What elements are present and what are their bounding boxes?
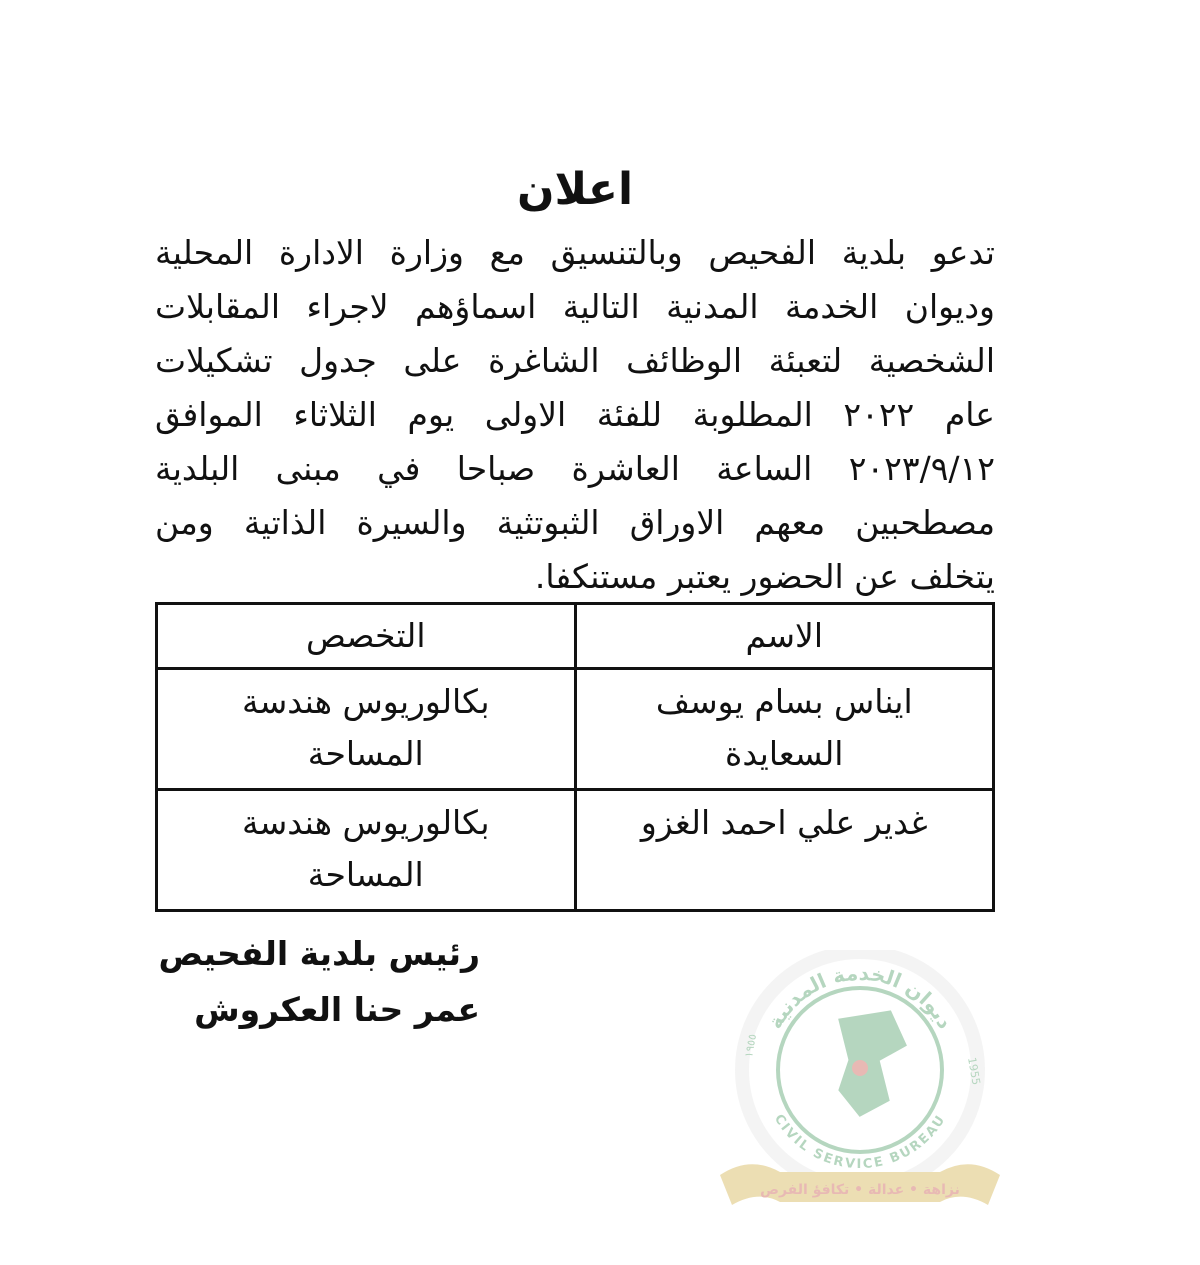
cell-specialization: بكالوريوس هندسة المساحة [157, 790, 576, 911]
cell-name: ايناس بسام يوسف السعايدة [575, 669, 994, 790]
announcement-line: مصطحبين معهم الاوراق الثبوتثية والسيرة الذاتية ومن [155, 503, 995, 542]
header-name: الاسم [575, 604, 994, 669]
civil-service-bureau-seal-icon [700, 950, 1020, 1220]
announcement-title: اعلان [516, 164, 634, 215]
seal-map-shape [840, 1012, 905, 1115]
announcement-line: يتخلف عن الحضور يعتبر مستنكفا. [534, 557, 995, 596]
announcement-line: عام ٢٠٢٢ المطلوبة للفئة الاولى يوم الثلاثاء الموافق [155, 395, 995, 434]
announcement-line: الشخصية لتعبئة الوظائف الشاغرة على جدول تشكيلات [155, 341, 995, 380]
header-specialization: التخصص [157, 604, 576, 669]
announcement-line: وديوان الخدمة المدنية التالية اسماؤهم لاجراء المقابلات [155, 287, 995, 326]
announcement-line: تدعو بلدية الفحيص وبالتنسيق مع وزارة الادارة المحلية [155, 233, 995, 272]
cell-specialization: بكالوريوس هندسة المساحة [157, 669, 576, 790]
candidates-table [155, 602, 995, 912]
table-header-row [157, 604, 994, 669]
announcement-line: ٢٠٢٣/٩/١٢ الساعة العاشرة صباحا في مبنى البلدية [155, 449, 995, 488]
announcement-body [155, 226, 995, 604]
seal-english-text: CIVIL SERVICE BUREAU [770, 1111, 950, 1173]
signature-block [150, 926, 480, 1038]
signature-position: رئيس بلدية الفحيص [158, 934, 480, 973]
table-row [157, 790, 994, 911]
signature-name: عمر حنا العكروش [194, 990, 480, 1029]
seal-year-arabic: ١٩٥٥ [742, 1032, 760, 1059]
cell-name: غدير علي احمد الغزو [575, 790, 994, 911]
seal-arabic-text: ديوان الخدمة المدنية [762, 960, 958, 1033]
table-row [157, 669, 994, 790]
seal-year: 1955 [965, 1056, 983, 1087]
seal-map-dot [852, 1060, 868, 1076]
seal-motto: نزاهة • عدالة • تكافؤ الفرص [760, 1182, 960, 1198]
